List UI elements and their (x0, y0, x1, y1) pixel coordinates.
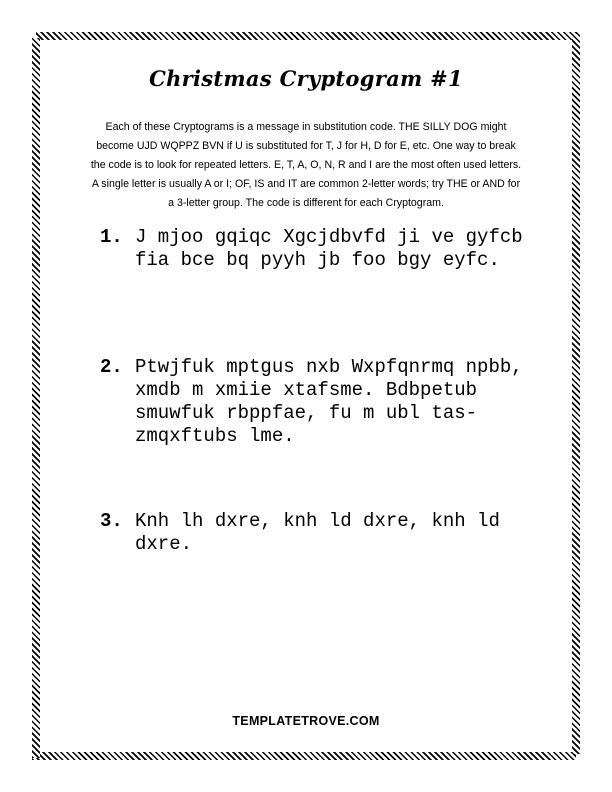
decorative-border-bottom (32, 752, 576, 760)
page-title: Christmas Cryptogram #1 (149, 66, 463, 91)
puzzle-text: Ptwjfuk mptgus nxb Wxpfqnrmq npbb, xmdb m xmiie xtafsme. Bdbpetub smuwfuk rbppfae, fu m ubl tas-zmqxftubs lme. (135, 356, 535, 447)
instructions: Each of these Cryptograms is a message in substitution code. THE SILLY DOG might become UJD WQPPZ BVN if U is substituted for T, J for H, D for E, etc. One way to break the code is to look for repeated letters. E, T, A, O, N, R and I are the most often used letters. A single letter is usually A or I; OF, IS and IT are common 2-letter words; try THE or AND for a 3-letter group. The code is different for each Cryptogram. (90, 121, 522, 209)
decorative-border-top (36, 32, 580, 40)
decorative-border-left (32, 38, 40, 758)
puzzle-number: 1. (100, 226, 123, 248)
puzzle-number: 3. (100, 510, 123, 532)
decorative-border-right (572, 34, 580, 754)
cryptogram-2 (100, 356, 560, 448)
puzzle-text: J mjoo gqiqc Xgcjdbvfd ji ve gyfcb fia bce bq pyyh jb foo bgy eyfc. (135, 226, 535, 271)
puzzle-number: 2. (100, 356, 123, 378)
footer-site-name: TEMPLATETROVE.COM (232, 714, 380, 728)
cryptogram-3 (100, 510, 560, 556)
puzzle-text: Knh lh dxre, knh ld dxre, knh ld dxre. (135, 510, 512, 555)
cryptogram-1 (100, 226, 560, 272)
